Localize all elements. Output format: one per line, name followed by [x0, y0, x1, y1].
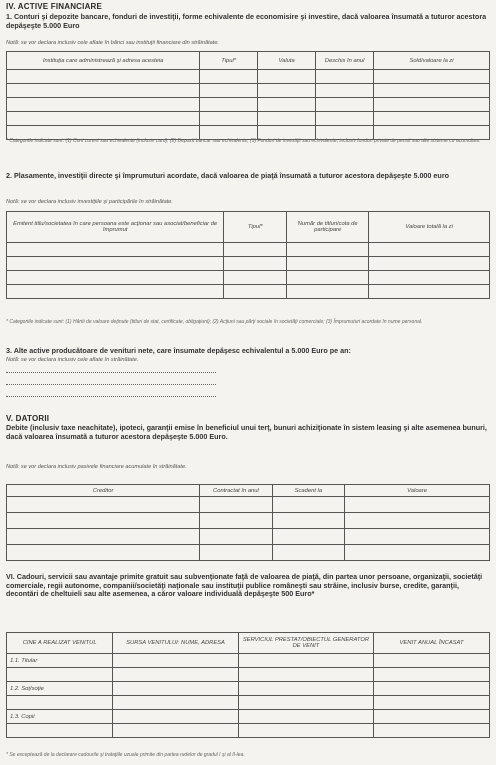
table-row: [7, 98, 490, 112]
column-header: Contractat în anul: [200, 485, 272, 497]
column-header: Sold/valoare la zi: [374, 52, 490, 70]
item-3-text: 3. Alte active producătoare de venituri nete, care însumate depăşesc echivalentul a 5.000 Euro pe an:: [6, 346, 351, 355]
column-header: CINE A REALIZAT VENITUL: [7, 633, 113, 654]
row-label-titular: 1.1. Titular: [7, 654, 113, 668]
debts-note: Notă: se vor declara inclusiv pasivele financiare acumulate în străinătate.: [6, 464, 187, 470]
table-row: [7, 243, 490, 257]
table-row: [7, 710, 490, 724]
table-header-row: [7, 52, 490, 70]
section-6-footnote: * Se exceptează de la declarare cadourile şi trataţiile uzuale primite din partea rudelor de gradul I şi al II-lea.: [6, 752, 245, 758]
column-header: Instituţia care administrează şi adresa acesteia: [7, 52, 200, 70]
table-header-row: [7, 633, 490, 654]
column-header: Valuta: [258, 52, 316, 70]
item-1-text: 1. Conturi şi depozite bancare, fonduri de investiţii, forme echivalente de economisire şi investire, dacă valoarea însumată a tuturor acestora depăşeşte 5.000 Euro: [6, 12, 487, 30]
column-header: SERVICIUL PRESTAT/OBIECTUL GENERATOR DE VENIT: [238, 633, 373, 654]
table-row: [7, 668, 490, 682]
table-row: [7, 682, 490, 696]
table-row: [7, 497, 490, 513]
row-label-children: 1.3. Copii: [7, 710, 113, 724]
item-1-note: Notă: se vor declara inclusiv cele aflate în bănci sau instituţii financiare din străinătate.: [6, 40, 219, 46]
item-3-note: Notă: se vor declara inclusiv cele aflate în străinătate.: [6, 357, 139, 363]
table-row: [7, 724, 490, 738]
table-row: [7, 696, 490, 710]
column-header: Valoare totală la zi: [369, 212, 490, 243]
table-row: [7, 513, 490, 529]
table-row: [7, 271, 490, 285]
dotted-line: [6, 372, 216, 373]
debts-table: [6, 484, 490, 561]
column-header: Deschis în anul: [316, 52, 374, 70]
column-header: Scadent la: [272, 485, 344, 497]
table-row: [7, 257, 490, 271]
dotted-line: [6, 396, 216, 397]
column-header: Valoare: [345, 485, 490, 497]
section-6-title: VI. Cadouri, servicii sau avantaje primite gratuit sau subvenţionate faţă de valoarea de piaţă, din partea unor persoane, organizaţii, societăţi comerciale, regii autonome, companii/societăţi naţionale sau instituţii publice româneşti sau străine, inclusiv burse, credite, garanţii, decontări de cheltuieli sau alte asemenea, a căror valoare individuală depăşeşte 500 Euro*: [6, 572, 483, 599]
table-row: [7, 84, 490, 98]
item-2-note: Notă: se vor declara inclusiv investiţiile şi participările în străinătate.: [6, 199, 173, 205]
investments-table: [6, 211, 490, 299]
dotted-line: [6, 384, 216, 385]
table-row: [7, 70, 490, 84]
item-2-footnote: * Categoriile indicate sunt: (1) Hârtii de valoare deţinute (titluri de stat, certificate, obligaţiuni); (2) Acţiuni sau părţi sociale în societăţi comerciale; (3) Împrumuturi acordate în nume personal.: [6, 319, 423, 325]
table-row: [7, 112, 490, 126]
column-header: Tipul*: [200, 52, 258, 70]
table-row: [7, 545, 490, 561]
table-header-row: [7, 212, 490, 243]
item-1-footnote: * Categoriile indicate sunt: (1) Cont curent sau echivalente (inclusiv card); (2) Depozit bancar sau echivalente; (3) Fonduri de investiţii sau echivalente, inclusiv fonduri private de pensii sau alte sisteme cu acumulare.: [6, 138, 481, 144]
column-header: Creditor: [7, 485, 200, 497]
table-row: [7, 654, 490, 668]
column-header: VENIT ANUAL ÎNCASAT: [374, 633, 490, 654]
section-5-title: V. DATORII: [6, 414, 50, 423]
column-header: Număr de titluri/cota de participare: [287, 212, 369, 243]
column-header: Tipul*: [224, 212, 287, 243]
table-row: [7, 285, 490, 299]
table-row: [7, 529, 490, 545]
bank-accounts-table: [6, 51, 490, 140]
debts-text: Debite (inclusiv taxe neachitate), ipoteci, garanţii emise în beneficiul unui terţ, bunuri achiziţionate în sistem leasing şi alte asemenea bunuri, dacă valoarea însumată a tuturor acestora depăşeşte 5.000 Euro.: [6, 423, 487, 441]
row-label-spouse: 1.2. Soţ/soţie: [7, 682, 113, 696]
table-header-row: [7, 485, 490, 497]
column-header: SURSA VENITULUI: NUME, ADRESA: [113, 633, 239, 654]
item-2-text: 2. Plasamente, investiţii directe şi împrumuturi acordate, dacă valoarea de piaţă însumată a tuturor acestora depăşeşte 5.000 euro: [6, 171, 450, 180]
gifts-table: [6, 632, 490, 738]
section-4-title: IV. ACTIVE FINANCIARE: [6, 2, 103, 11]
column-header: Emitent titlu/societatea în care persoana este acţionar sau asociat/beneficiar de împrumut: [7, 212, 224, 243]
